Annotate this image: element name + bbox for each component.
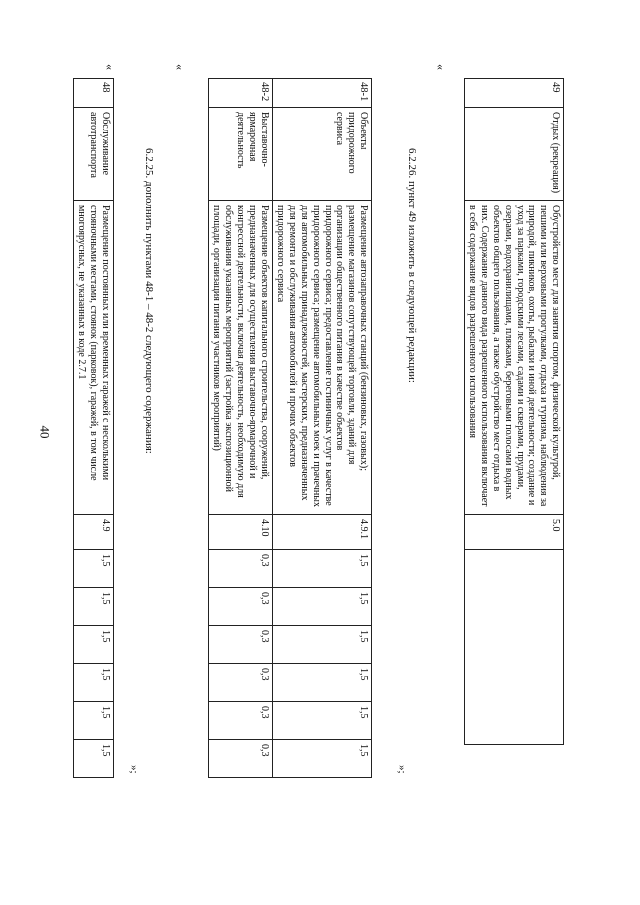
use-type-description: Обустройство мест для занятия спортом, физической культурой, пешими или верховыми прогулками, отдыха и туризма, наблюдения за природой, пикников, охоты, рыбалки и иной деятельности; создание и уход за парками, городскими лесами, садами и скверами, прудами, озерами, водохранилищами, пляжами, береговыми полосами водных объектов общего пользования, а также обустройство мест отдыха в них. Содержание данного вида разрешенного использования включает в себя содержание видов разрешенного использования [464, 201, 563, 515]
table-rows-48-1-48-2 [208, 78, 372, 778]
coefficient-cell: 1,5 [73, 702, 113, 740]
coefficient-cell: 1,5 [272, 626, 371, 664]
table-row-48 [73, 78, 114, 778]
paragraph-6-2-25: 6.2.25. дополнить пунктами 48-1 – 48-2 следующего содержания: [143, 148, 155, 454]
use-type-description: Размещение автозаправочных станций (бензиновых, газовых); размещение магазинов сопутствующей торговли, зданий для организации общественного питания в качестве объектов придорожного сервиса; предоставление гостиничных услуг в качестве придорожного сервиса; размещение автомобильных моек и прачечных для автомобильных принадлежностей, мастерских, предназначенных для ремонта и обслуживания автомобилей и прочих объектов придорожного сервиса [272, 201, 371, 515]
closing-mark: »; [396, 765, 408, 774]
table-row [208, 79, 272, 778]
use-type-description: Размещение постоянных или временных гаражей с несколькими стояночными местами, стоянок (парковок), гаражей, в том числе многоярусных, не указанных в коде 2.7.1 [73, 201, 113, 515]
closing-mark: »; [128, 765, 140, 774]
coefficient-cell: 0,3 [208, 550, 272, 588]
use-type-code: 4.9.1 [272, 515, 371, 550]
coefficient-cell: 1,5 [272, 664, 371, 702]
table-row [272, 79, 371, 778]
coefficient-cell: 1,5 [73, 550, 113, 588]
coefficient-cell: 0,3 [208, 588, 272, 626]
page-number: 40 [37, 425, 53, 439]
coefficient-cell: 1,5 [73, 740, 113, 778]
coefficient-cell: 1,5 [73, 626, 113, 664]
row-number: 48-2 [208, 79, 272, 108]
coefficient-cell: 0,3 [208, 626, 272, 664]
coefficient-cell: 0,3 [208, 664, 272, 702]
row-number: 49 [464, 79, 563, 108]
row-number: 48-1 [272, 79, 371, 108]
coefficient-cell [464, 550, 563, 745]
use-type-name: Объекты придорожного сервиса [272, 108, 371, 201]
use-type-description: Размещение объектов капитального строительства, сооружений, предназначенных для осуществления выставочно-ярмарочной и конгрессной деятельности, включая деятельность, необходимую для обслуживания указанных мероприятий (застройка экспозиционной площади, организация питания участников мероприятий) [208, 201, 272, 515]
opening-quote: « [434, 64, 448, 70]
paragraph-6-2-26: 6.2.26. пункт 49 изложить в следующей редакции: [406, 148, 418, 383]
table-row-49 [464, 78, 564, 745]
coefficient-cell: 0,3 [208, 702, 272, 740]
coefficient-cell: 1,5 [73, 588, 113, 626]
use-type-code: 4.9 [73, 515, 113, 550]
table-row [464, 79, 563, 745]
coefficient-cell: 1,5 [272, 588, 371, 626]
row-number: 48 [73, 79, 113, 108]
opening-quote: « [103, 64, 117, 70]
coefficient-cell: 1,5 [272, 702, 371, 740]
use-type-code: 4.10 [208, 515, 272, 550]
use-type-name: Обслуживание автотранспорта [73, 108, 113, 201]
table-row [73, 79, 113, 778]
opening-quote: « [173, 64, 187, 70]
coefficient-cell: 0,3 [208, 740, 272, 778]
use-type-name: Отдых (рекреация) [464, 108, 563, 201]
use-type-code: 5.0 [464, 515, 563, 550]
use-type-name: Выставочно-ярмарочная деятельность [208, 108, 272, 201]
coefficient-cell: 1,5 [73, 664, 113, 702]
coefficient-cell: 1,5 [272, 550, 371, 588]
coefficient-cell: 1,5 [272, 740, 371, 778]
